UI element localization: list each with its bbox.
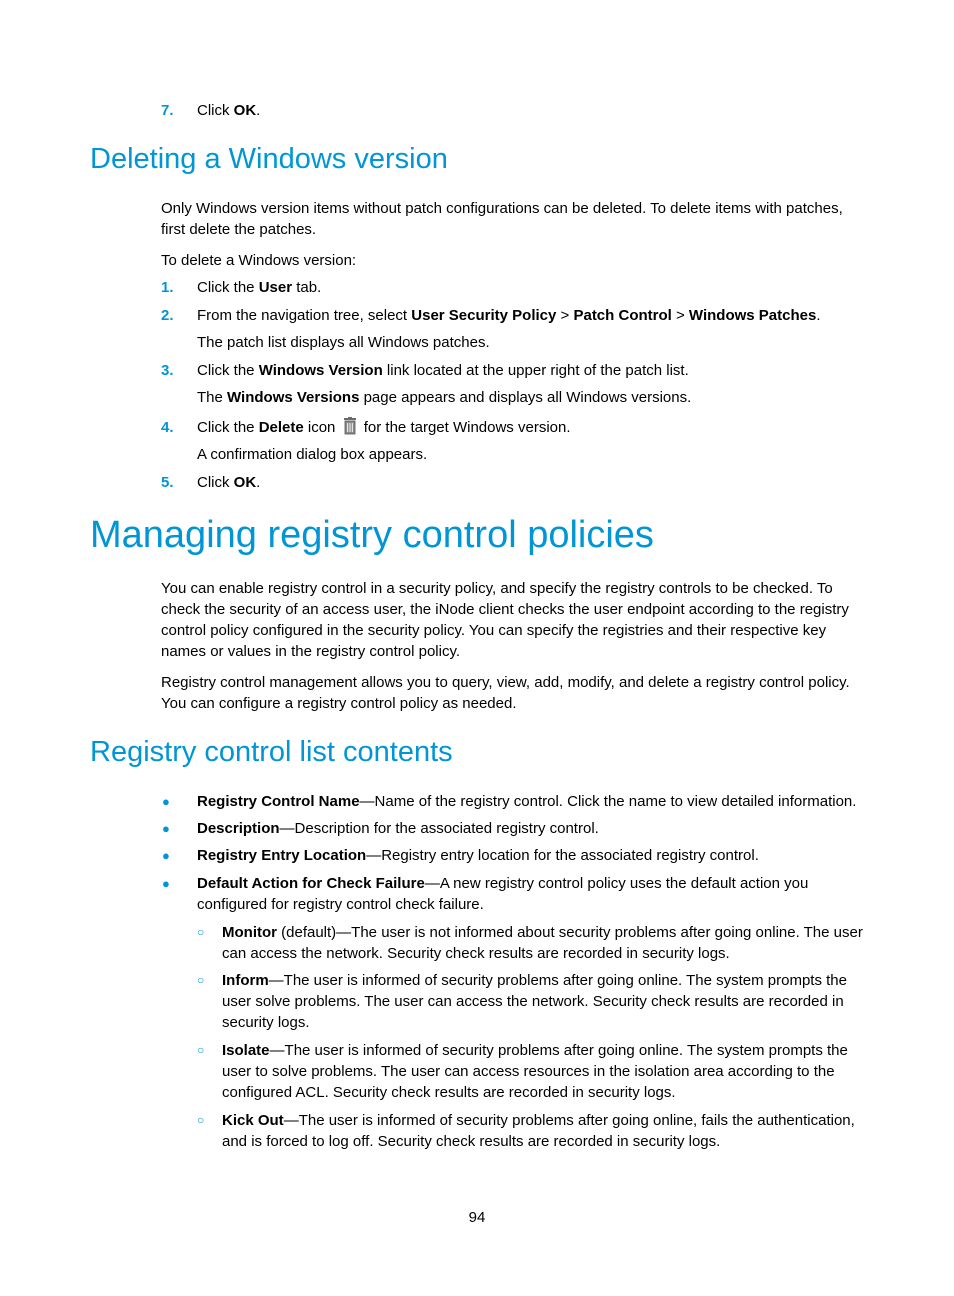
list-item: Registry Control Name—Name of the registry control. Click the name to view detailed information. xyxy=(197,793,857,810)
step-note: A confirmation dialog box appears. xyxy=(197,446,428,463)
sub-list-item: Kick Out—The user is informed of security problems after going online, fails the authentication, and is forced to log off. Security check results are recorded in security logs. xyxy=(222,1112,855,1150)
procedure-lead: To delete a Windows version: xyxy=(161,252,357,269)
step-text: Click OK. xyxy=(197,474,261,491)
circle-bullet-icon: ○ xyxy=(197,973,205,987)
step-number: 4. xyxy=(161,419,174,436)
sub-list-item: Isolate—The user is informed of security problems after going online. The system prompts the user to solve problems. The user can access resources in the isolation area according to the configured ACL. Security check results are recorded in security logs. xyxy=(222,1042,848,1101)
bullet-icon: ● xyxy=(162,821,170,836)
section-intro: Only Windows version items without patch configurations can be deleted. To delete items with patches, first delete the patches. xyxy=(161,200,843,238)
step-text: From the navigation tree, select User Security Policy > Patch Control > Windows Patches. xyxy=(197,307,821,324)
step-number: 7. xyxy=(161,102,174,119)
step-number: 5. xyxy=(161,474,174,491)
step-number: 3. xyxy=(161,362,174,379)
bullet-icon: ● xyxy=(162,848,170,863)
circle-bullet-icon: ○ xyxy=(197,1043,205,1057)
step-text: Click the User tab. xyxy=(197,279,322,296)
section-paragraph: You can enable registry control in a security policy, and specify the registry controls to be checked. To check the security of an access user, the iNode client checks the user endpoint according to the registry control policy configured in the security policy. You can specify the registries and their respective key names or values in the registry control policy. xyxy=(161,580,849,660)
step-number: 2. xyxy=(161,307,174,324)
step-note: The Windows Versions page appears and displays all Windows versions. xyxy=(197,389,692,406)
step-text: Click the Delete icon for the target Windows version. xyxy=(197,417,571,441)
section-title-deleting-windows-version: Deleting a Windows version xyxy=(90,143,448,175)
sub-list-item: Monitor (default)—The user is not informed about security problems after going online. The user can access the network. Security check results are recorded in security logs. xyxy=(222,924,863,962)
list-item: Description—Description for the associated registry control. xyxy=(197,820,599,837)
bullet-icon: ● xyxy=(162,794,170,809)
list-item: Registry Entry Location—Registry entry location for the associated registry control. xyxy=(197,847,759,864)
circle-bullet-icon: ○ xyxy=(197,925,205,939)
step-text: Click OK. xyxy=(197,102,261,119)
section-title-registry-control-list-contents: Registry control list contents xyxy=(90,736,453,768)
section-title-managing-registry-control-policies: Managing registry control policies xyxy=(90,514,654,556)
circle-bullet-icon: ○ xyxy=(197,1113,205,1127)
section-paragraph: Registry control management allows you to query, view, add, modify, and delete a registry control policy. You can configure a registry control policy as needed. xyxy=(161,674,850,712)
sub-list-item: Inform—The user is informed of security problems after going online. The system prompts the user solve problems. The user can access the network. Security check results are recorded in security logs. xyxy=(222,972,847,1031)
page-number: 94 xyxy=(468,1209,486,1226)
step-text: Click the Windows Version link located at the upper right of the patch list. xyxy=(197,362,689,379)
step-number: 1. xyxy=(161,279,174,296)
list-item: Default Action for Check Failure—A new registry control policy uses the default action you configured for registry control check failure. xyxy=(197,875,809,913)
bullet-icon: ● xyxy=(162,876,170,891)
trash-icon xyxy=(342,417,358,441)
step-note: The patch list displays all Windows patches. xyxy=(197,334,490,351)
